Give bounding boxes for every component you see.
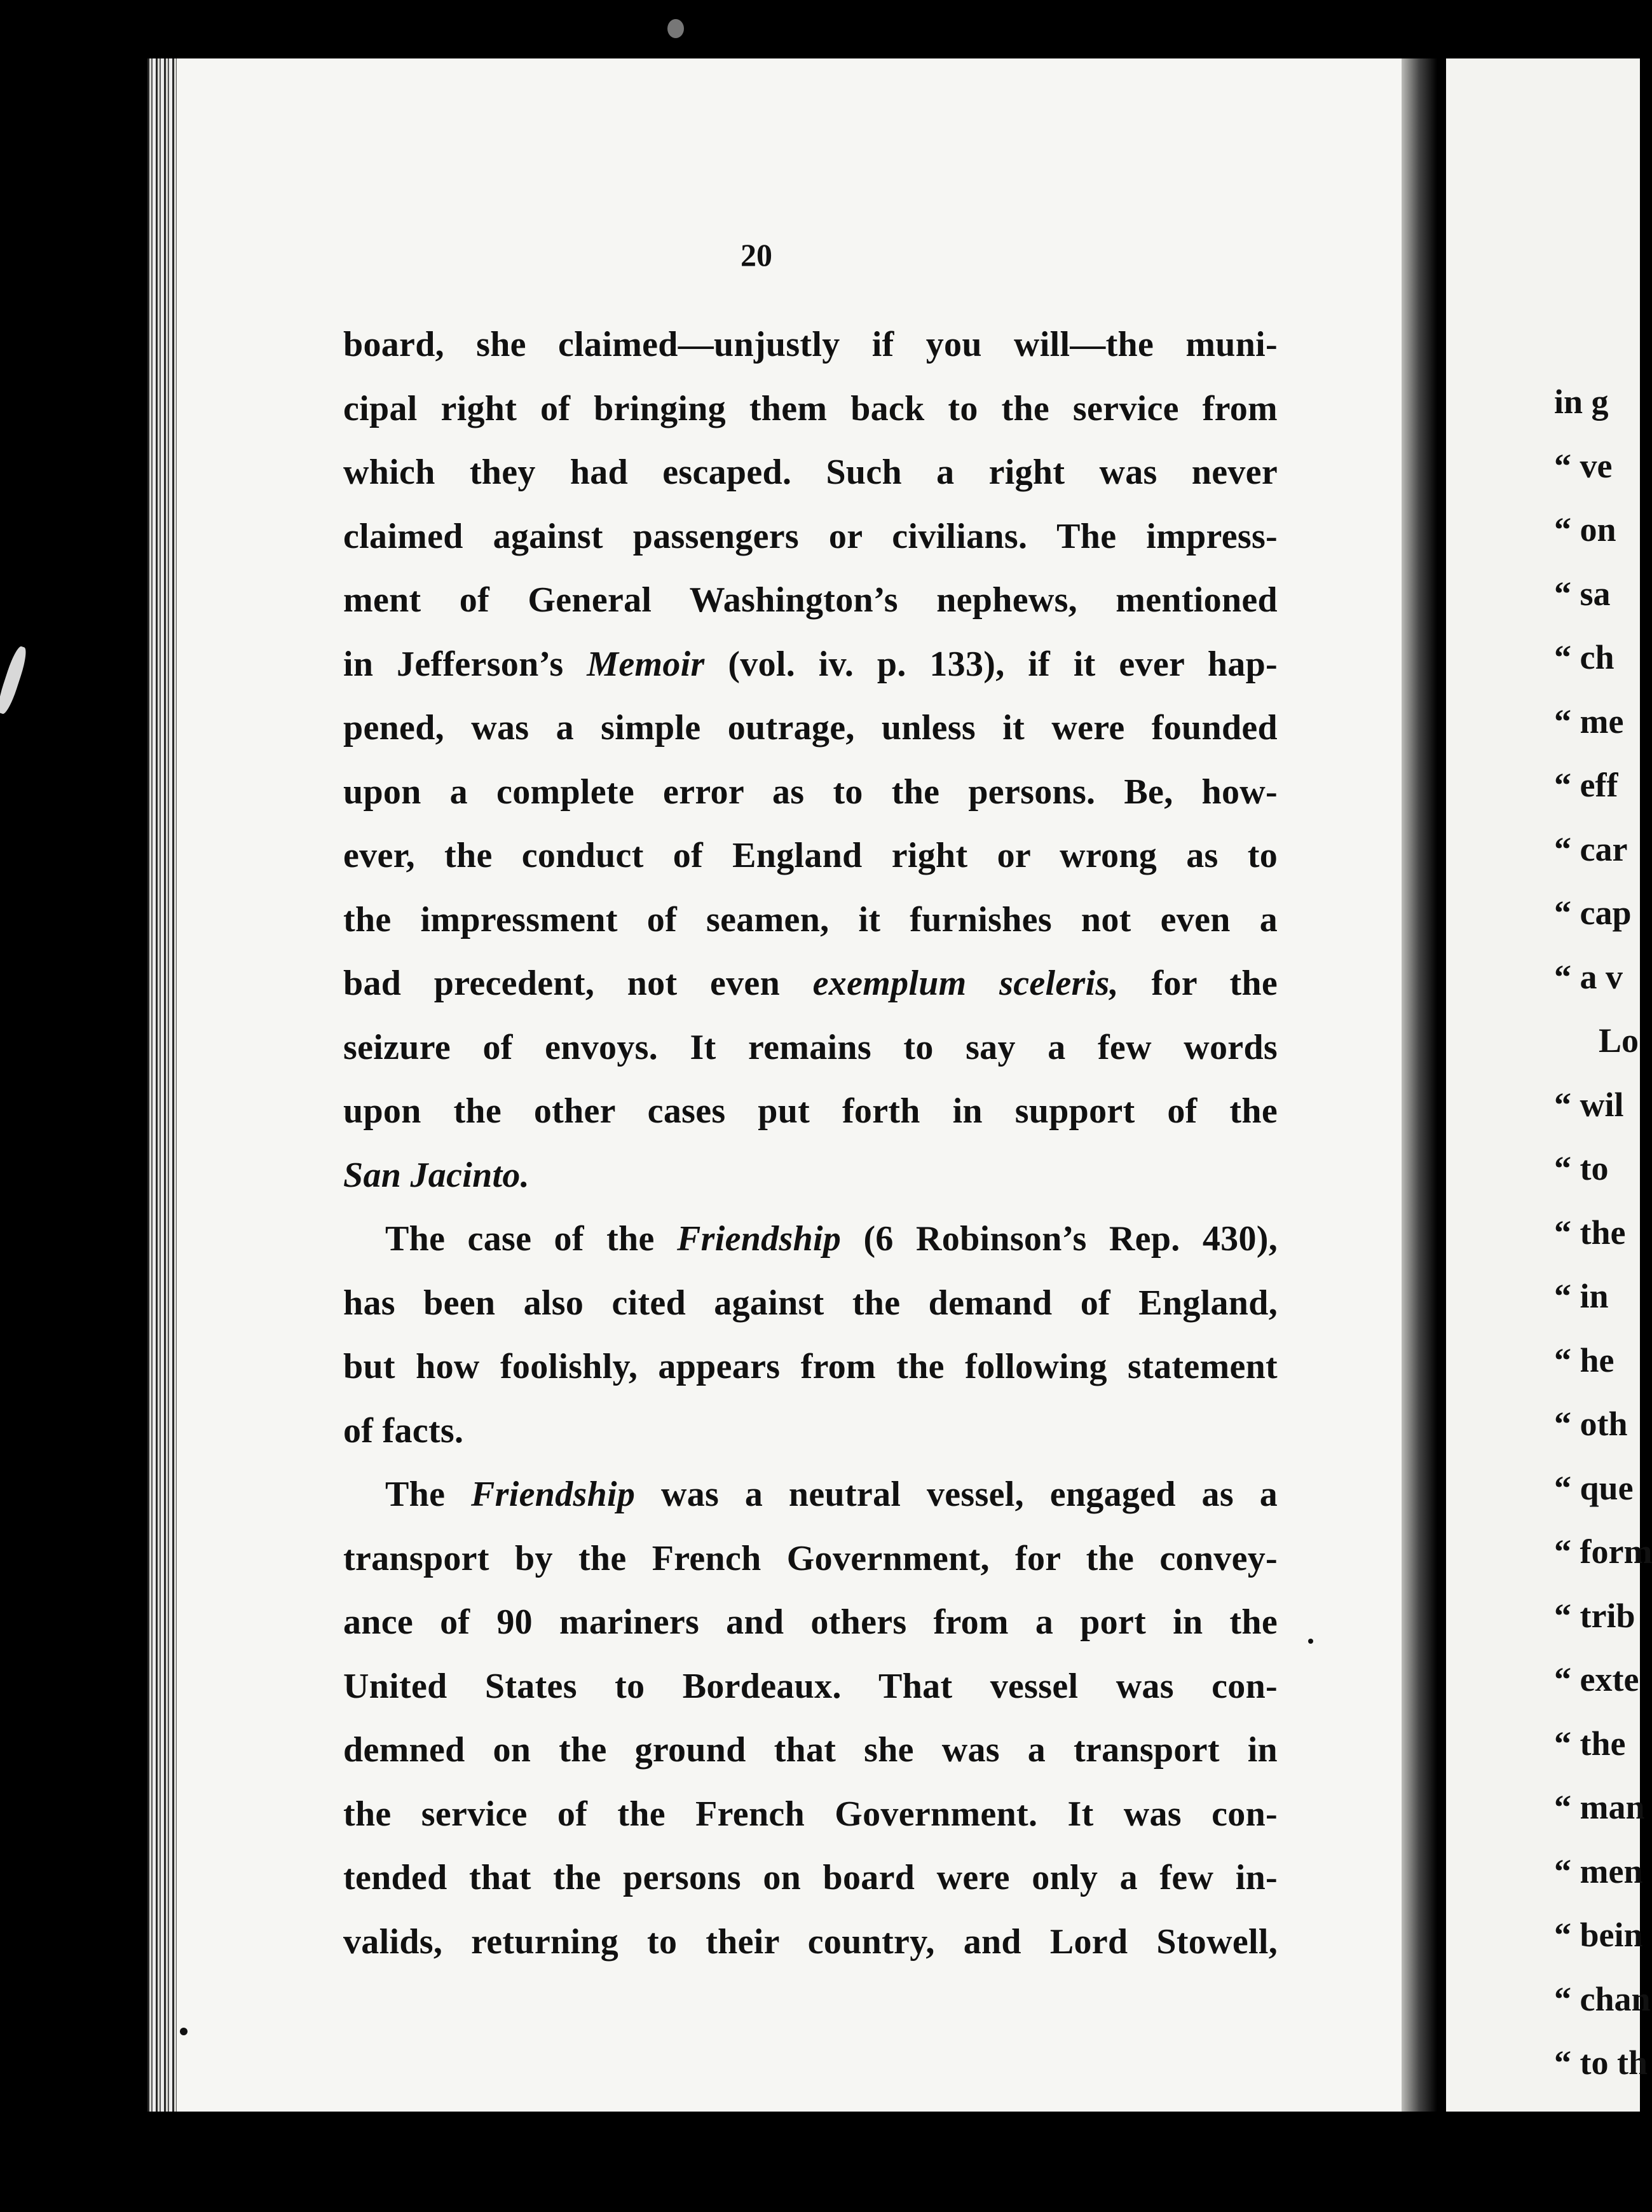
text-line: “ the (1554, 1724, 1626, 1763)
text-line: upon the other cases put forth in support of the (343, 1091, 1278, 1131)
text-line: the service of the French Government. It was con- (343, 1794, 1278, 1834)
text-line: in Jefferson’s Memoir (vol. iv. p. 133), if it ever hap- (343, 644, 1278, 684)
binding-edge (147, 58, 177, 2112)
text-line: which they had escaped. Such a right was never (343, 453, 1278, 492)
text-line: “ in (1554, 1277, 1609, 1315)
right-page-text (1554, 370, 1652, 2095)
text-line: tended that the persons on board were only a few in- (343, 1858, 1278, 1897)
page-number: 20 (741, 237, 772, 273)
text-line: “ on (1554, 510, 1616, 549)
text-line: “ eff (1554, 766, 1618, 804)
text-line: “ cap (1554, 894, 1632, 932)
body-text (343, 313, 1278, 1974)
book-gutter (1402, 58, 1452, 2112)
text-line: claimed against passengers or civilians. The impress- (343, 516, 1278, 556)
text-line: “ a v (1554, 957, 1623, 996)
text-line: pened, was a simple outrage, unless it were founded (343, 708, 1278, 748)
text-line: ance of 90 mariners and others from a port in the (343, 1602, 1278, 1642)
text-line: has been also cited against the demand of England, (343, 1283, 1278, 1323)
text-line: board, she claimed—unjustly if you will—the muni- (343, 325, 1278, 364)
text-line: The Friendship was a neutral vessel, engaged as a (385, 1475, 1278, 1514)
scan-speck (1308, 1639, 1313, 1644)
text-line: San Jacinto. (343, 1155, 530, 1195)
text-line: “ oth (1554, 1405, 1628, 1443)
scan-speck (180, 2028, 188, 2035)
text-line: demned on the ground that she was a transport in (343, 1730, 1278, 1770)
text-line: valids, returning to their country, and Lord Stowell, (343, 1922, 1278, 1962)
text-line: upon a complete error as to the persons. Be, how- (343, 772, 1278, 812)
text-line: “ men (1554, 1852, 1643, 1890)
right-page (1446, 58, 1652, 2112)
text-line: “ to (1554, 1149, 1609, 1187)
text-line: “ que (1554, 1468, 1634, 1507)
text-line: the impressment of seamen, it furnishes not even a (343, 899, 1278, 939)
text-line: ever, the conduct of England right or wrong as to (343, 836, 1278, 875)
text-line: “ exte (1554, 1660, 1639, 1698)
text-line: but how foolishly, appears from the following statement (343, 1347, 1278, 1386)
text-line: transport by the French Government, for the convey- (343, 1538, 1278, 1578)
text-line: ment of General Washington’s nephews, mentioned (343, 580, 1278, 620)
text-line: seizure of envoys. It remains to say a few words (343, 1027, 1278, 1067)
text-line: United States to Bordeaux. That vessel was con- (343, 1666, 1278, 1706)
text-line: of facts. (343, 1410, 464, 1451)
text-line: bad precedent, not even exemplum sceleris, for the (343, 964, 1278, 1003)
text-line: “ man (1554, 1788, 1645, 1826)
text-line: “ chan (1554, 1979, 1651, 2018)
text-line: “ wil (1554, 1085, 1624, 1124)
text-line: “ me (1554, 702, 1624, 741)
text-line: “ bein (1554, 1916, 1643, 1954)
text-line: “ car (1554, 830, 1628, 868)
text-line: “ ch (1554, 638, 1614, 676)
text-line: The case of the Friendship (6 Robinson’s Rep. 430), (385, 1219, 1278, 1259)
text-line: “ the (1554, 1213, 1626, 1252)
text-line: “ to th (1554, 2044, 1648, 2082)
text-line: Lo (1599, 1021, 1639, 1060)
text-line: in g (1554, 383, 1609, 421)
text-line: “ form (1554, 1533, 1652, 1571)
text-line: “ ve (1554, 446, 1613, 485)
text-line: “ sa (1554, 574, 1611, 613)
text-line: “ trib (1554, 1596, 1635, 1635)
scan-speck (667, 19, 684, 38)
left-margin-shadow (0, 58, 147, 2112)
text-line: cipal right of bringing them back to the service from (343, 388, 1278, 428)
text-line: “ he (1554, 1341, 1614, 1379)
